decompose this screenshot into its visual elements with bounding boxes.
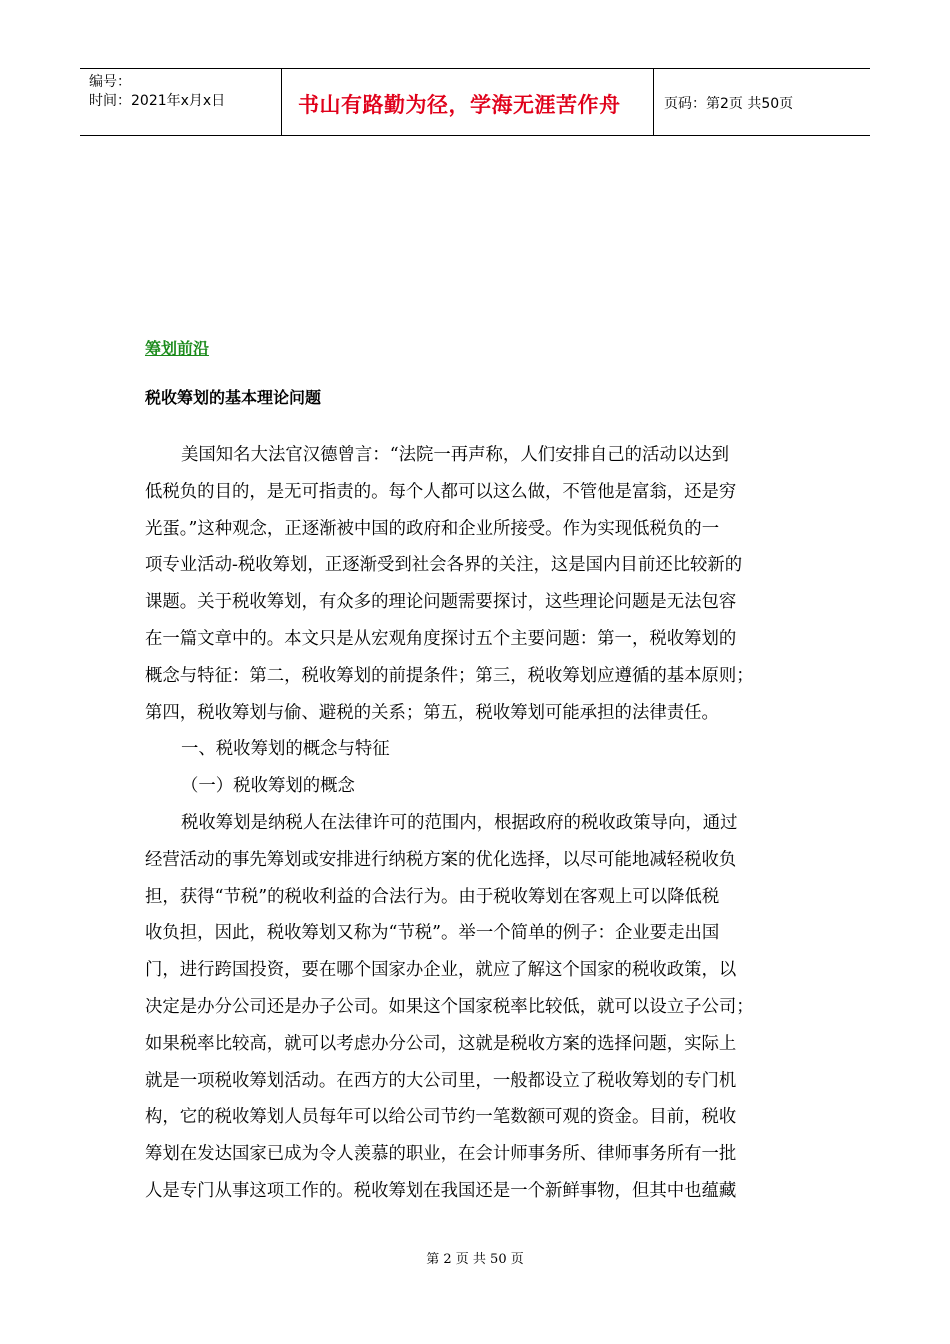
header-motto-cell [282,69,654,135]
header-page-cell [654,69,870,135]
document-header [80,68,870,136]
body-line: 项专业活动-税收筹划，正逐渐受到社会各界的关注，这是国内目前还比较新的 [145,555,743,576]
date-label: 时间：2021年x月x日 [89,93,226,109]
body-line: 决定是办分公司还是办子公司。如果这个国家税率比较低，就可以设立子公司； [145,996,754,1017]
body-line: 就是一项税收筹划活动。在西方的大公司里，一般都设立了税收筹划的专门机 [145,1070,737,1091]
page-footer: 第 2 页 共 50 页 [426,1252,524,1267]
body-line: 课题。关于税收筹划，有众多的理论问题需要探讨，这些理论问题是无法包容 [145,592,737,613]
body-line: 经营活动的事先筹划或安排进行纳税方案的优化选择，以尽可能地减轻税收负 [145,849,737,870]
body-line: 第四，税收筹划与偷、避税的关系；第五，税收筹划可能承担的法律责任。 [145,702,719,723]
body-line: 人是专门从事这项工作的。税收筹划在我国还是一个新鲜事物，但其中也蕴藏 [145,1180,737,1201]
motto-text: 书山有路勤为径，学海无涯苦作舟 [298,93,621,117]
body-line: 构，它的税收筹划人员每年可以给公司节约一笔数额可观的资金。目前，税收 [145,1107,737,1128]
header-meta-cell [80,69,282,135]
body-line: 税收筹划是纳税人在法律许可的范围内，根据政府的税收政策导向，通过 [181,812,738,833]
body-line: 如果税率比较高，就可以考虑办分公司，这就是税收方案的选择问题，实际上 [145,1033,737,1054]
body-line: 概念与特征：第二，税收筹划的前提条件；第三，税收筹划应遵循的基本原则； [145,665,754,686]
body-line: 担，获得“节税”的税收利益的合法行为。由于税收筹划在客观上可以降低税 [145,886,720,907]
subsection-heading: （一）税收筹划的概念 [181,776,355,797]
document-body [145,437,805,1210]
section-link[interactable]: 筹划前沿 [145,339,210,358]
body-line: 筹划在发达国家已成为令人羡慕的职业，在会计师事务所、律师事务所有一批 [145,1144,737,1165]
body-line: 光蛋。”这种观念，正逐渐被中国的政府和企业所接受。作为实现低税负的一 [145,518,720,539]
document-title: 税收筹划的基本理论问题 [145,388,322,407]
section-heading: 一、税收筹划的概念与特征 [181,739,390,760]
body-line: 低税负的目的，是无可指责的。每个人都可以这么做，不管他是富翁，还是穷 [145,481,737,502]
page-info: 页码：第2页 共50页 [664,96,794,112]
body-line: 在一篇文章中的。本文只是从宏观角度探讨五个主要问题：第一，税收筹划的 [145,628,737,649]
body-line: 收负担，因此，税收筹划又称为“节税”。举一个简单的例子：企业要走出国 [145,923,720,944]
body-line: 美国知名大法官汉德曾言：“法院一再声称，人们安排自己的活动以达到 [181,445,730,465]
serial-number-label: 编号： [89,74,131,90]
body-line: 门，进行跨国投资，要在哪个国家办企业，就应了解这个国家的税收政策，以 [145,960,737,981]
